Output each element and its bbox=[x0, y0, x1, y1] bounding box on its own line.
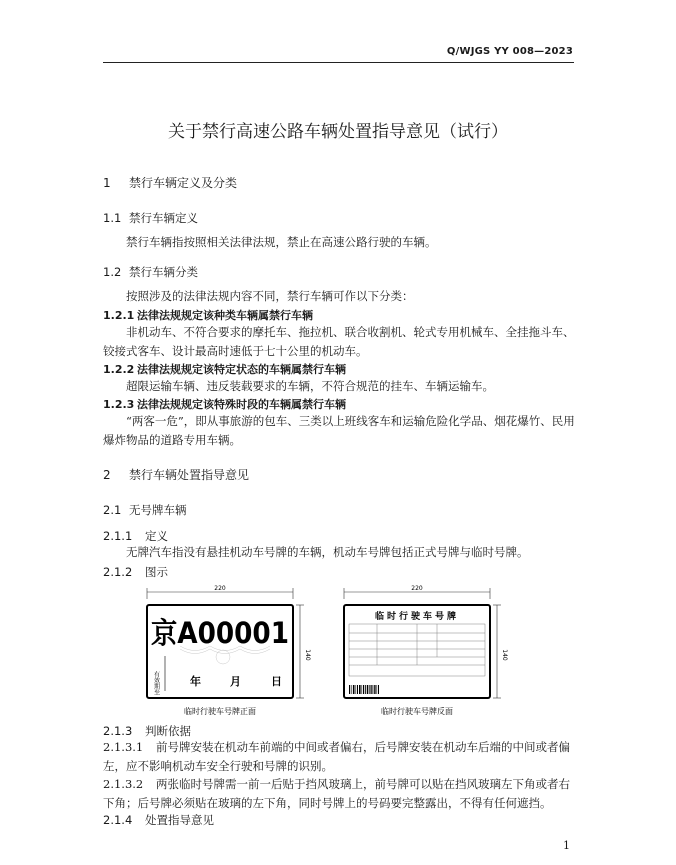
page-number: 1 bbox=[563, 839, 570, 852]
section-1-heading bbox=[103, 174, 237, 191]
section-title: 法律法规规定该特殊时段的车辆属禁行车辆 bbox=[137, 398, 346, 411]
section-2-1-3-heading bbox=[103, 723, 191, 739]
section-number: 2.1 bbox=[103, 503, 122, 517]
section-number: 1.2.2 bbox=[103, 363, 135, 376]
section-number: 2.1.3 bbox=[103, 724, 133, 738]
valid-until-label: 有效期至 bbox=[152, 671, 160, 695]
section-title: 判断依据 bbox=[145, 724, 191, 738]
section-title: 禁行车辆分类 bbox=[129, 265, 198, 279]
section-title: 法律法规规定该特定状态的车辆属禁行车辆 bbox=[137, 363, 346, 376]
header-rule bbox=[103, 62, 574, 63]
section-2-heading bbox=[103, 466, 249, 483]
section-title: 无号牌车辆 bbox=[129, 503, 187, 517]
section-number: 2.1.2 bbox=[103, 565, 133, 579]
section-2-1-1-body: 无牌汽车指没有悬挂机动车号牌的车辆，机动车号牌包括正式号牌与临时号牌。 bbox=[126, 545, 529, 559]
page-title: 关于禁行高速公路车辆处置指导意见（试行） bbox=[168, 122, 508, 142]
section-1-2-heading bbox=[103, 264, 198, 280]
section-title: 处置指导意见 bbox=[145, 813, 214, 827]
section-2-1-3-2-body bbox=[103, 775, 576, 813]
day-label: 日 bbox=[271, 675, 282, 688]
section-title: 禁行车辆定义 bbox=[129, 211, 198, 225]
section-1-1-heading bbox=[103, 210, 198, 226]
section-2-1-4-heading bbox=[103, 812, 214, 828]
section-number: 1.2.3 bbox=[103, 398, 135, 411]
section-2-1-2-heading bbox=[103, 564, 168, 580]
document-code: Q/WJGS YY 008—2023 bbox=[446, 46, 573, 57]
clause-number: 2.1.3.1 bbox=[103, 740, 144, 754]
plate-number: 京A00001 bbox=[151, 616, 289, 650]
clause-text: 前号牌安装在机动车前端的中间或者偏右，后号牌安装在机动车后端的中间或者偏左，应不影响机动车安全行驶和号牌的识别。 bbox=[103, 740, 570, 773]
section-1-2-body: 按照涉及的法律法规内容不同，禁行车辆可作以下分类： bbox=[126, 289, 414, 303]
section-2-1-1-heading bbox=[103, 528, 168, 544]
section-1-2-1-heading bbox=[103, 307, 313, 323]
section-title: 禁行车辆定义及分类 bbox=[129, 176, 238, 190]
section-title: 禁行车辆处置指导意见 bbox=[129, 468, 250, 482]
barcode bbox=[349, 685, 379, 694]
section-title: 图示 bbox=[145, 565, 168, 579]
month-label: 月 bbox=[230, 675, 241, 688]
section-number: 1.1 bbox=[103, 211, 122, 225]
section-1-2-2-heading bbox=[103, 361, 346, 377]
section-1-2-1-body: 非机动车、不符合要求的摩托车、拖拉机、联合收割机、轮式专用机械车、全挂拖斗车、铰接式客车、设计最高时速低于七十公里的机动车。 bbox=[103, 325, 575, 358]
plate-back-heading: 临时行驶车号牌 bbox=[374, 612, 460, 622]
height-dimension-label: 140 bbox=[501, 649, 508, 661]
back-caption: 临时行驶车号牌反面 bbox=[381, 707, 453, 716]
section-number: 1 bbox=[103, 176, 111, 190]
section-1-2-2-body: 超限运输车辆、违反装载要求的车辆，不符合规范的挂车、车辆运输车。 bbox=[126, 379, 494, 393]
section-1-2-3-body: “两客一危”，即从事旅游的包车、三类以上班线客车和运输危险化学品、烟花爆竹、民用爆炸物品的道路专用车辆。 bbox=[103, 414, 575, 447]
plate-front-figure bbox=[140, 583, 310, 719]
section-2-1-3-1-body bbox=[103, 738, 576, 776]
clause-number: 2.1.3.2 bbox=[103, 777, 144, 791]
width-dimension-label: 220 bbox=[411, 585, 423, 592]
width-dimension-label: 220 bbox=[214, 585, 226, 592]
section-title: 法律法规规定该种类车辆属禁行车辆 bbox=[137, 309, 313, 322]
section-1-1-body: 禁行车辆指按照相关法律法规，禁止在高速公路行驶的车辆。 bbox=[126, 235, 437, 249]
section-2-1-heading bbox=[103, 502, 187, 518]
section-number: 1.2 bbox=[103, 265, 122, 279]
section-number: 2 bbox=[103, 468, 111, 482]
section-number: 2.1.4 bbox=[103, 813, 133, 827]
front-caption: 临时行驶车号牌正面 bbox=[184, 707, 256, 716]
section-title: 定义 bbox=[145, 529, 168, 543]
year-label: 年 bbox=[190, 675, 201, 688]
clause-text: 两张临时号牌需一前一后贴于挡风玻璃上，前号牌可以贴在挡风玻璃左下角或者右下角；后号牌必须贴在玻璃的左下角，同时号牌上的号码要完整露出，不得有任何遮挡。 bbox=[103, 777, 570, 810]
section-1-2-3-heading bbox=[103, 396, 346, 412]
section-number: 1.2.1 bbox=[103, 309, 135, 322]
section-number: 2.1.1 bbox=[103, 529, 133, 543]
height-dimension-label: 140 bbox=[304, 649, 311, 661]
plate-back-figure bbox=[340, 583, 515, 719]
